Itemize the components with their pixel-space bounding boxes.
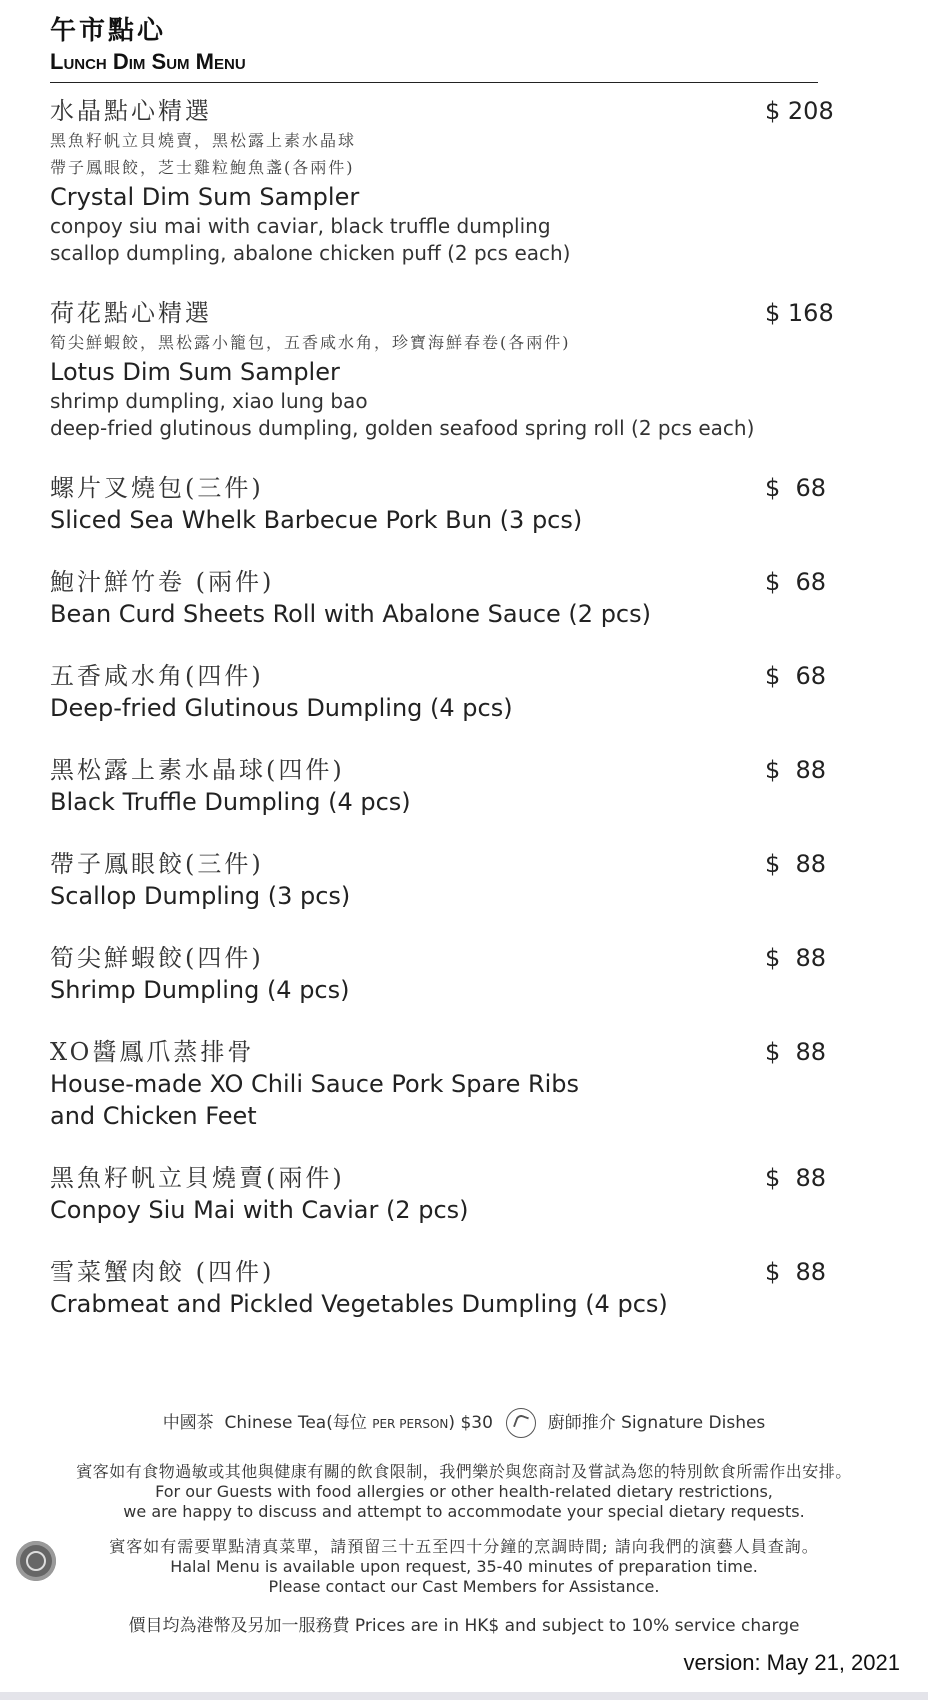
menu-item-desc-en: shrimp dumpling, xiao lung bao: [50, 389, 368, 413]
halal-notice-en-1: Halal Menu is available upon request, 35-40 minutes of preparation time.: [170, 1557, 758, 1576]
dietary-notice-en-2: we are happy to discuss and attempt to accommodate your special dietary requests.: [123, 1502, 805, 1521]
menu-item-list: [50, 95, 850, 1350]
tea-line: [0, 1405, 928, 1442]
menu-item-price: $ 88: [765, 1258, 827, 1286]
menu-item-desc-en: scallop dumpling, abalone chicken puff (2 pcs each): [50, 241, 571, 265]
menu-item-name-en: Shrimp Dumpling (4 pcs): [50, 976, 350, 1004]
menu-item-name-zh: 帶子鳳眼餃(三件): [50, 850, 264, 878]
menu-item-price: $ 88: [765, 756, 827, 784]
menu-item-price: $ 208: [765, 97, 834, 125]
menu-item-name-zh: 水晶點心精選: [50, 97, 212, 125]
menu-item-desc-zh: 黑魚籽帆立貝燒賣，黑松露上素水晶球: [50, 131, 357, 150]
tea-price: ) $30: [448, 1413, 493, 1433]
menu-item-price: $ 68: [765, 474, 827, 502]
signature-label-en: Signature Dishes: [621, 1413, 766, 1433]
halal-notice-zh: 賓客如有需要單點清真菜單，請預留三十五至四十分鐘的烹調時間; 請向我們的演藝人員查詢。: [109, 1537, 819, 1556]
dietary-notice-zh: 賓客如有食物過敏或其他與健康有關的飲食限制，我們樂於與您商討及嘗試為您的特別飲食所需作出安排。: [76, 1462, 852, 1481]
menu-item-name-en: Crabmeat and Pickled Vegetables Dumpling (4 pcs): [50, 1290, 668, 1318]
menu-item-price: $ 68: [765, 662, 827, 690]
halal-notice-en-2: Please contact our Cast Members for Assistance.: [268, 1577, 660, 1596]
version-label: version: May 21, 2021: [683, 1650, 900, 1675]
menu-item-desc-en: deep-fried glutinous dumpling, golden seafood spring roll (2 pcs each): [50, 416, 755, 440]
menu-item: [50, 942, 850, 1006]
menu-item: [50, 472, 850, 536]
menu-item-price: $ 88: [765, 1164, 827, 1192]
menu-item-name-zh: 雪菜蟹肉餃 (四件): [50, 1258, 275, 1286]
menu-item-desc-en: conpoy siu mai with caviar, black truffle dumpling: [50, 214, 551, 238]
dietary-notice: [0, 1462, 928, 1522]
menu-item: [50, 95, 850, 267]
menu-item: [50, 754, 850, 818]
menu-item-name-en: Conpoy Siu Mai with Caviar (2 pcs): [50, 1196, 469, 1224]
menu-item-name-en: Black Truffle Dumpling (4 pcs): [50, 788, 411, 816]
menu-item-price: $ 168: [765, 299, 834, 327]
menu-item-name-en: Scallop Dumpling (3 pcs): [50, 882, 351, 910]
menu-item: [50, 1256, 850, 1320]
menu-item-price: $ 88: [765, 850, 827, 878]
menu-item: [50, 566, 850, 630]
tea-per-person: PER PERSON: [372, 1417, 449, 1431]
menu-item-name-zh: 筍尖鮮蝦餃(四件): [50, 944, 264, 972]
menu-item-name-zh: XO醬鳳爪蒸排骨: [50, 1038, 255, 1066]
menu-item-name-en: Lotus Dim Sum Sampler: [50, 358, 340, 386]
menu-item-name-en: Deep-fried Glutinous Dumpling (4 pcs): [50, 694, 513, 722]
menu-item-price: $ 88: [765, 1038, 827, 1066]
menu-item-name-zh: 荷花點心精選: [50, 299, 212, 327]
menu-item-desc-zh: 筍尖鮮蝦餃，黑松露小籠包，五香咸水角，珍寶海鮮春卷(各兩件): [50, 333, 571, 352]
menu-item-name-zh: 黑松露上素水晶球(四件): [50, 756, 345, 784]
tea-label-en: Chinese Tea(每位: [224, 1413, 367, 1433]
tea-label-zh: 中國茶: [162, 1413, 214, 1433]
menu-item-price: $ 88: [765, 944, 827, 972]
menu-item-name-en: Crystal Dim Sum Sampler: [50, 183, 360, 211]
menu-item: [50, 297, 850, 442]
menu-item-name-en-2: and Chicken Feet: [50, 1102, 257, 1130]
signature-label-zh: 廚師推介: [547, 1413, 616, 1433]
menu-item-name-zh: 螺片叉燒包(三件): [50, 474, 264, 502]
menu-item-price: $ 68: [765, 568, 827, 596]
menu-item-name-zh: 五香咸水角(四件): [50, 662, 264, 690]
bottom-divider: [0, 1692, 928, 1700]
prices-note: 價目均為港幣及另加一服務費 Prices are in HK$ and subject to 10% service charge: [128, 1616, 800, 1636]
menu-title-en: Lunch Dim Sum Menu: [50, 48, 818, 83]
menu-item-desc-zh: 帶子鳳眼餃，芝士雞粒鮑魚盞(各兩件): [50, 158, 355, 177]
halal-notice: [0, 1537, 928, 1597]
chef-recommendation-icon: [506, 1408, 536, 1438]
menu-title-zh: 午市點心: [50, 16, 167, 46]
dietary-notice-en-1: For our Guests with food allergies or other health-related dietary restrictions,: [155, 1482, 773, 1501]
menu-item-name-zh: 鮑汁鮮竹卷 (兩件): [50, 568, 275, 596]
menu-item: [50, 1036, 850, 1132]
menu-item-name-en: House-made XO Chili Sauce Pork Spare Ribs: [50, 1070, 580, 1098]
menu-item-name-en: Sliced Sea Whelk Barbecue Pork Bun (3 pcs): [50, 506, 583, 534]
menu-item-name-en: Bean Curd Sheets Roll with Abalone Sauce (2 pcs): [50, 600, 651, 628]
menu-item: [50, 660, 850, 724]
menu-header: [50, 14, 818, 83]
menu-item: [50, 848, 850, 912]
menu-item-name-zh: 黑魚籽帆立貝燒賣(兩件): [50, 1164, 345, 1192]
menu-item: [50, 1162, 850, 1226]
